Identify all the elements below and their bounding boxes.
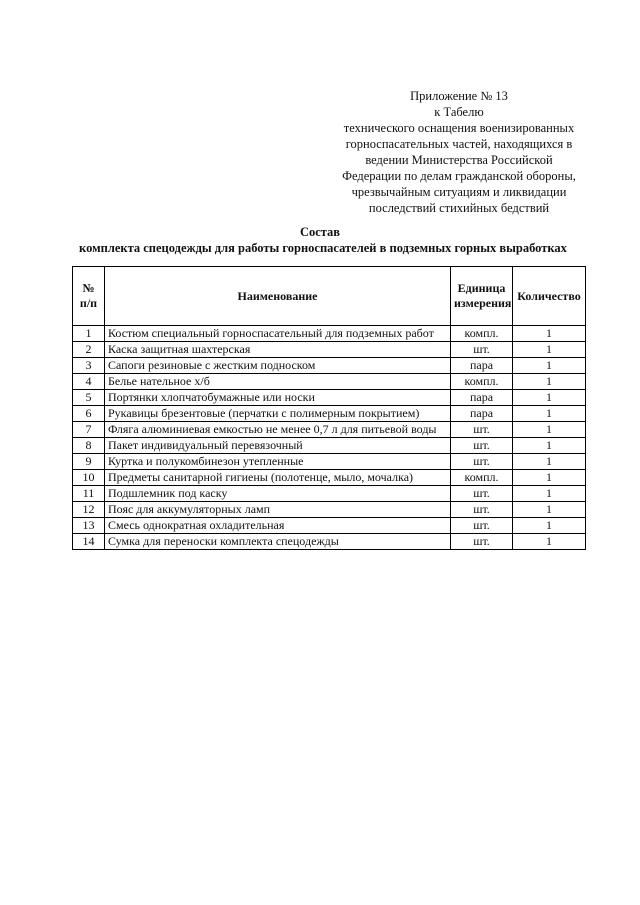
- row-quantity: 1: [513, 470, 586, 486]
- row-number: 1: [73, 326, 105, 342]
- row-quantity: 1: [513, 438, 586, 454]
- row-unit: пара: [451, 390, 513, 406]
- title-line-2: комплекта спецодежды для работы горноспасателей в подземных горных выработках: [79, 241, 567, 255]
- row-unit: компл.: [451, 470, 513, 486]
- row-name: Предметы санитарной гигиены (полотенце, мыло, мочалка): [105, 470, 451, 486]
- table-row: [73, 534, 586, 550]
- table-header-row: [73, 267, 586, 326]
- table-row: [73, 502, 586, 518]
- row-number: 10: [73, 470, 105, 486]
- row-unit: шт.: [451, 342, 513, 358]
- row-name: Фляга алюминиевая емкостью не менее 0,7 л для питьевой воды: [105, 422, 451, 438]
- row-number: 13: [73, 518, 105, 534]
- equipment-table: [72, 266, 586, 550]
- row-number: 2: [73, 342, 105, 358]
- row-name: Сапоги резиновые с жестким подноском: [105, 358, 451, 374]
- header-unit: Единица измерения: [451, 267, 513, 326]
- row-name: Пояс для аккумуляторных ламп: [105, 502, 451, 518]
- title-line-1: Состав: [299, 225, 341, 239]
- row-quantity: 1: [513, 406, 586, 422]
- row-name: Портянки хлопчатобумажные или носки: [105, 390, 451, 406]
- document-title: [0, 224, 640, 256]
- table-row: [73, 390, 586, 406]
- row-name: Белье нательное х/б: [105, 374, 451, 390]
- row-unit: шт.: [451, 518, 513, 534]
- row-quantity: 1: [513, 390, 586, 406]
- row-unit: шт.: [451, 502, 513, 518]
- row-number: 4: [73, 374, 105, 390]
- header-name: Наименование: [105, 267, 451, 326]
- table-row: [73, 438, 586, 454]
- row-unit: компл.: [451, 326, 513, 342]
- table-row: [73, 422, 586, 438]
- row-unit: компл.: [451, 374, 513, 390]
- row-number: 9: [73, 454, 105, 470]
- table-row: [73, 486, 586, 502]
- row-quantity: 1: [513, 518, 586, 534]
- row-number: 7: [73, 422, 105, 438]
- row-unit: шт.: [451, 438, 513, 454]
- row-quantity: 1: [513, 326, 586, 342]
- header-num: № п/п: [73, 267, 105, 326]
- row-unit: шт.: [451, 422, 513, 438]
- row-name: Куртка и полукомбинезон утепленные: [105, 454, 451, 470]
- row-name: Смесь однократная охладительная: [105, 518, 451, 534]
- header-line: Приложение № 13: [410, 89, 508, 103]
- header-line: технического оснащения военизированных: [343, 121, 575, 135]
- header-line: последствий стихийных бедствий: [368, 201, 550, 215]
- row-name: Пакет индивидуальный перевязочный: [105, 438, 451, 454]
- table-row: [73, 454, 586, 470]
- row-unit: пара: [451, 358, 513, 374]
- row-number: 11: [73, 486, 105, 502]
- row-unit: пара: [451, 406, 513, 422]
- row-quantity: 1: [513, 534, 586, 550]
- header-line: чрезвычайным ситуациям и ликвидации: [351, 185, 567, 199]
- header-line: Федерации по делам гражданской обороны,: [342, 169, 576, 183]
- table-row: [73, 470, 586, 486]
- header-line: ведении Министерства Российской: [365, 153, 553, 167]
- row-quantity: 1: [513, 342, 586, 358]
- row-quantity: 1: [513, 486, 586, 502]
- appendix-header: [318, 88, 600, 216]
- row-quantity: 1: [513, 502, 586, 518]
- row-quantity: 1: [513, 358, 586, 374]
- row-quantity: 1: [513, 374, 586, 390]
- row-number: 8: [73, 438, 105, 454]
- row-name: Костюм специальный горноспасательный для подземных работ: [105, 326, 451, 342]
- row-quantity: 1: [513, 422, 586, 438]
- row-name: Сумка для переноски комплекта спецодежды: [105, 534, 451, 550]
- row-number: 3: [73, 358, 105, 374]
- table-row: [73, 406, 586, 422]
- row-name: Подшлемник под каску: [105, 486, 451, 502]
- row-number: 12: [73, 502, 105, 518]
- row-number: 5: [73, 390, 105, 406]
- row-unit: шт.: [451, 454, 513, 470]
- table-row: [73, 342, 586, 358]
- row-unit: шт.: [451, 486, 513, 502]
- row-quantity: 1: [513, 454, 586, 470]
- table-row: [73, 518, 586, 534]
- row-name: Каска защитная шахтерская: [105, 342, 451, 358]
- header-line: горноспасательных частей, находящихся в: [345, 137, 573, 151]
- header-qty: Количество: [513, 267, 586, 326]
- table-row: [73, 358, 586, 374]
- row-unit: шт.: [451, 534, 513, 550]
- table-row: [73, 326, 586, 342]
- row-number: 6: [73, 406, 105, 422]
- table-row: [73, 374, 586, 390]
- row-name: Рукавицы брезентовые (перчатки с полимерным покрытием): [105, 406, 451, 422]
- row-number: 14: [73, 534, 105, 550]
- header-line: к Табелю: [434, 105, 484, 119]
